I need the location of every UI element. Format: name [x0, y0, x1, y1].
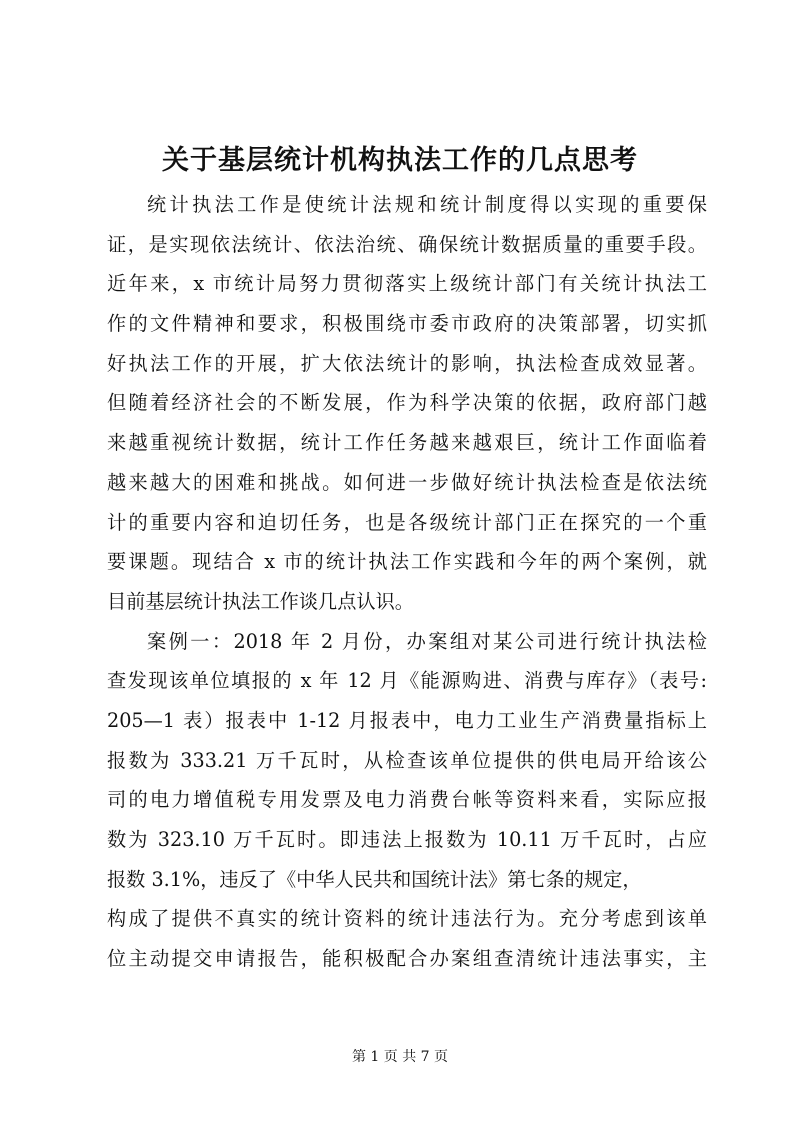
document-title: 关于基层统计机构执法工作的几点思考: [162, 145, 638, 176]
paragraph-intro: [107, 185, 707, 622]
paragraph-line: 证，是实现依法统计、依法治统、确保统计数据质量的重要手段。: [107, 232, 707, 256]
paragraph-line: 越来越大的困难和挑战。如何进一步做好统计执法检查是依法统: [107, 470, 707, 494]
paragraph-line: 位主动提交申请报告，能积极配合办案组查清统计违法事实，主: [107, 947, 707, 971]
paragraph-line: 近年来，x 市统计局努力贯彻落实上级统计部门有关统计执法工: [107, 272, 707, 296]
paragraph-line: 205—1 表）报表中 1-12 月报表中，电力工业生产消费量指标上: [107, 708, 707, 732]
paragraph-line: 但随着经济社会的不断发展，作为科学决策的依据，政府部门越: [107, 391, 707, 415]
document-body: [107, 185, 707, 979]
paragraph-line: 构成了提供不真实的统计资料的统计违法行为。充分考虑到该单: [107, 907, 707, 931]
paragraph-line: 好执法工作的开展，扩大依法统计的影响，执法检查成效显著。: [107, 351, 707, 375]
paragraph-line: 目前基层统计执法工作谈几点认识。: [107, 589, 414, 613]
paragraph-line: 案例一：2018 年 2 月份，办案组对某公司进行统计执法检: [147, 629, 707, 653]
paragraph-line: 数为 323.10 万千瓦时。即违法上报数为 10.11 万千瓦时，占应: [107, 828, 707, 851]
paragraph-line: 报数为 333.21 万千瓦时，从检查该单位提供的供电局开给该公: [107, 748, 707, 772]
paragraph-case-one: [107, 622, 707, 979]
paragraph-line: 要课题。现结合 x 市的统计执法工作实践和今年的两个案例，就: [107, 550, 707, 574]
paragraph-line: 报数 3.1%，违反了《中华人民共和国统计法》第七条的规定，: [107, 867, 642, 891]
paragraph-line: 来越重视统计数据，统计工作任务越来越艰巨，统计工作面临着: [107, 431, 707, 455]
page-indicator: 第 1 页 共 7 页: [351, 1049, 449, 1065]
paragraph-line: 查发现该单位填报的 x 年 12 月《能源购进、消费与库存》（表号:: [107, 669, 707, 693]
paragraph-line: 作的文件精神和要求，积极围绕市委市政府的决策部署，切实抓: [107, 312, 707, 336]
paragraph-line: 计的重要内容和迫切任务，也是各级统计部门正在探究的一个重: [107, 510, 707, 534]
paragraph-line: 统计执法工作是使统计法规和统计制度得以实现的重要保: [147, 193, 707, 216]
paragraph-line: 司的电力增值税专用发票及电力消费台帐等资料来看，实际应报: [107, 788, 707, 812]
